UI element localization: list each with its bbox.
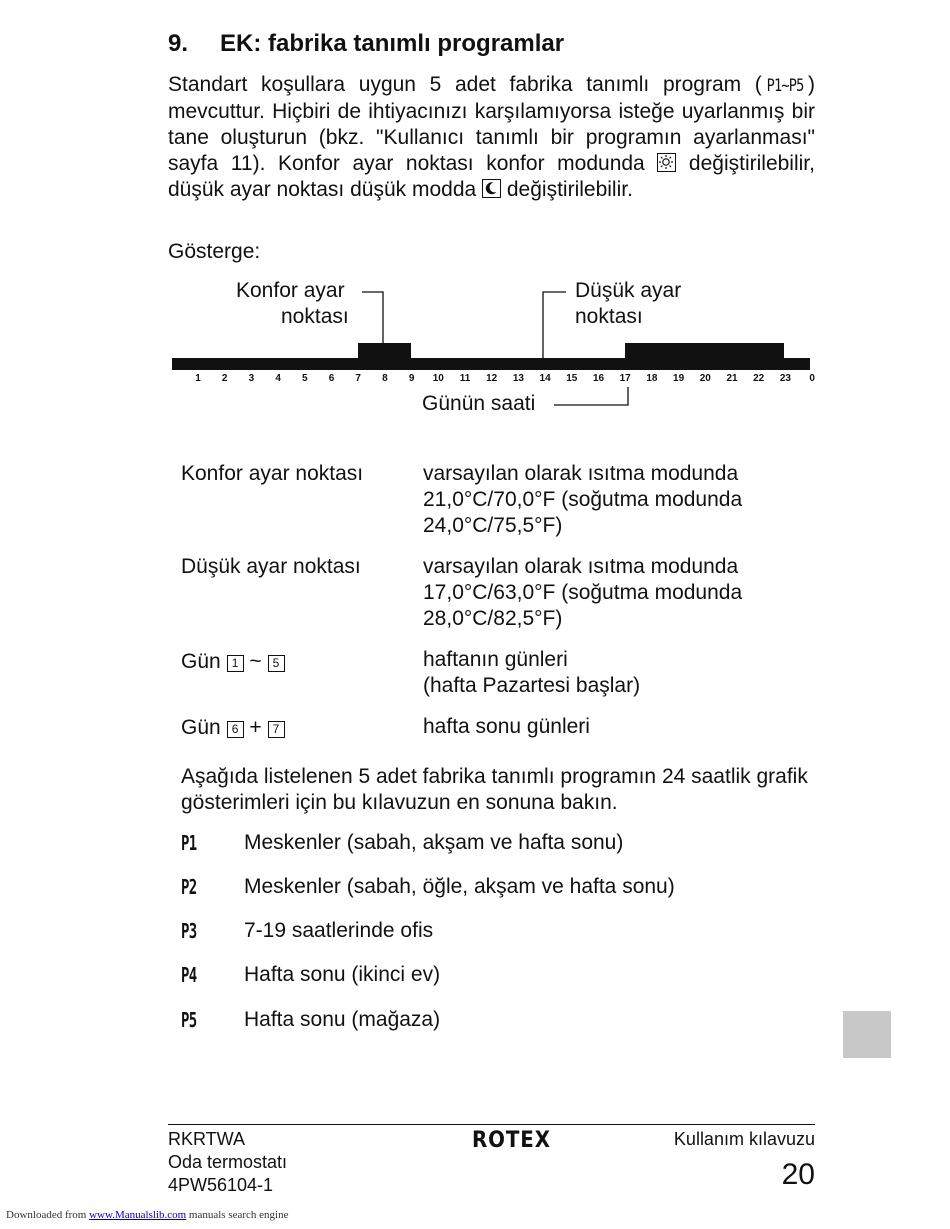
hour-tick-label: 23	[779, 373, 791, 384]
rotex-logo: ROTEX	[472, 1128, 551, 1153]
hour-tick-label: 7	[355, 373, 361, 384]
hour-tick-label: 5	[302, 373, 308, 384]
table-label-weekend: Gün 6 + 7	[181, 715, 285, 741]
footer-manual: Kullanım kılavuzu	[673, 1129, 815, 1149]
hour-tick-label: 12	[486, 373, 498, 384]
hour-tick-label: 15	[566, 373, 578, 384]
low-leader-line	[543, 292, 566, 360]
intro-paragraph	[168, 72, 815, 203]
table-value-low: varsayılan olarak ısıtma modunda 17,0°C/63,0°F (soğutma modunda 28,0°C/82,5°F)	[423, 555, 743, 630]
footer-divider	[168, 1124, 815, 1125]
table-value-comfort: varsayılan olarak ısıtma modunda 21,0°C/70,0°F (soğutma modunda 24,0°C/75,5°F)	[423, 462, 743, 537]
intro-text-3: değiştirilebilir, düşük ayar noktası düşük modda	[168, 152, 815, 201]
day-box-5: 5	[268, 655, 285, 672]
hour-tick-label: 4	[275, 373, 281, 384]
hour-tick-label: 18	[646, 373, 658, 384]
table-label-comfort: Konfor ayar noktası	[181, 462, 364, 485]
hour-tick-label: 22	[753, 373, 765, 384]
time-of-day-label: Günün saati	[422, 392, 536, 415]
hour-tick-label: 8	[382, 373, 388, 384]
time-leader-line	[554, 387, 628, 405]
hour-tick-label: 6	[328, 373, 335, 384]
footer-model: RKRTWA	[168, 1129, 246, 1149]
section-number: 9.	[168, 30, 189, 57]
program-desc-p5: Hafta sonu (mağaza)	[244, 1008, 441, 1031]
section-heading	[168, 30, 564, 58]
hour-tick-label: 14	[539, 373, 551, 384]
section-tab-marker	[843, 1011, 891, 1058]
timeline-base-bar	[172, 358, 810, 370]
hour-tick-label: 0	[809, 373, 815, 384]
day-box-6: 6	[227, 721, 244, 738]
program-desc-p3: 7-19 saatlerinde ofis	[244, 919, 434, 942]
footer-product: Oda termostatı	[168, 1152, 288, 1172]
hour-tick-label: 11	[459, 373, 471, 384]
program-code-p2: P2	[181, 875, 197, 899]
table-label-weekdays: Gün 1 ~ 5	[181, 649, 285, 675]
low-label-line2: noktası	[575, 305, 643, 328]
program-code-p3: P3	[181, 919, 197, 943]
sun-icon	[657, 153, 676, 172]
table-value-weekend: hafta sonu günleri	[423, 715, 590, 738]
program-code-p5: P5	[181, 1008, 197, 1032]
hour-tick-label: 9	[408, 373, 415, 384]
moon-icon	[482, 179, 501, 198]
comfort-block	[358, 343, 411, 359]
hour-tick-label: 13	[512, 373, 524, 384]
comfort-leader-line	[362, 292, 383, 343]
day-box-7: 7	[268, 721, 285, 738]
page-number: 20	[781, 1158, 815, 1191]
program-code-p4: P4	[181, 963, 197, 987]
footer-doc-code: 4PW56104-1	[168, 1175, 274, 1195]
hour-tick-label: 21	[726, 373, 738, 384]
graph-reference-note: Aşağıda listelenen 5 adet fabrika tanımlı programın 24 saatlik grafik gösterimleri için bu kılavuzun en sonuna bakın.	[181, 765, 808, 814]
program-range-lcd: P1~P5	[766, 76, 804, 96]
intro-text-2: ) mevcuttur. Hiçbiri de ihtiyacınızı karşılamıyorsa isteğe uyarlanmış bir tane oluşturun (bkz. "Kullanıcı tanımlı bir programın ayarlanması" sayfa 11). Konfor ayar noktası konfor modunda	[168, 73, 815, 175]
hour-tick-label: 17	[619, 373, 631, 384]
day-box-1: 1	[227, 655, 244, 672]
hour-scale	[0, 373, 950, 387]
comfort-label-line2: noktası	[281, 305, 349, 328]
low-label-line1: Düşük ayar	[575, 279, 682, 302]
download-note: Downloaded from www.Manualslib.com manuals search engine	[6, 1209, 289, 1221]
program-desc-p2: Meskenler (sabah, öğle, akşam ve hafta sonu)	[244, 875, 675, 898]
hour-tick-label: 16	[592, 373, 605, 384]
hour-tick-label: 10	[432, 373, 444, 384]
table-value-weekdays: haftanın günleri (hafta Pazartesi başlar)	[423, 648, 641, 697]
program-desc-p1: Meskenler (sabah, akşam ve hafta sonu)	[244, 831, 624, 854]
second-block	[625, 343, 784, 359]
program-desc-p4: Hafta sonu (ikinci ev)	[244, 963, 441, 986]
hour-tick-label: 2	[221, 373, 228, 384]
manualslib-link[interactable]: www.Manualslib.com	[89, 1209, 187, 1221]
table-label-low: Düşük ayar noktası	[181, 555, 361, 578]
intro-text-4: değiştirilebilir.	[506, 178, 633, 201]
hour-tick-label: 1	[195, 373, 201, 384]
intro-text-1: Standart koşullara uygun 5 adet fabrika tanımlı program (	[168, 73, 762, 96]
program-code-p1: P1	[181, 831, 197, 855]
hour-tick-label: 20	[699, 373, 711, 384]
comfort-label-line1: Konfor ayar	[236, 279, 345, 302]
section-title: EK: fabrika tanımlı programlar	[220, 30, 565, 57]
display-label: Gösterge:	[168, 240, 261, 263]
hour-tick-label: 19	[673, 373, 685, 384]
hour-tick-label: 3	[248, 373, 255, 384]
